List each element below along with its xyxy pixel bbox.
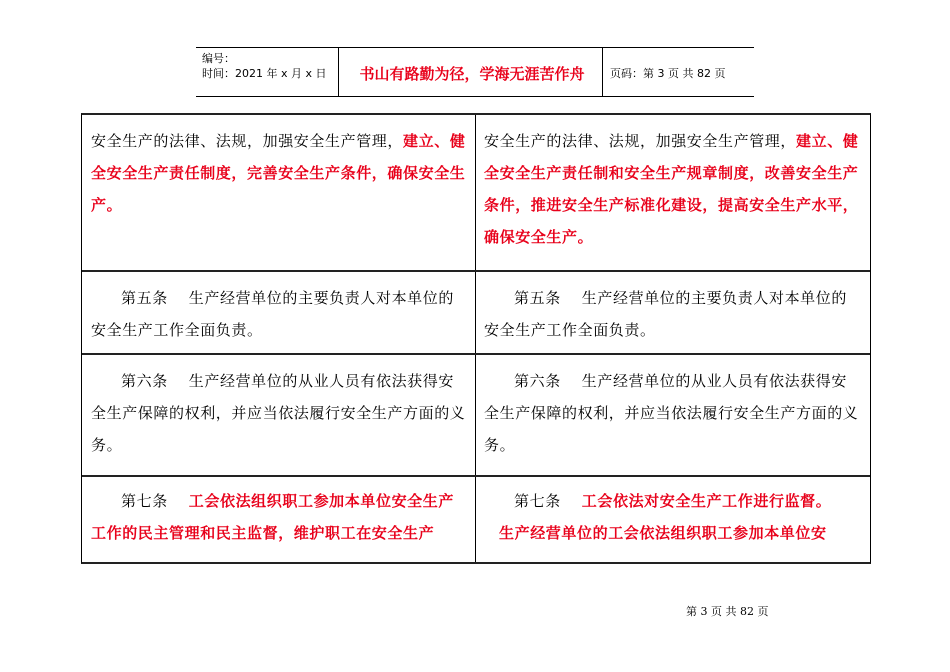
page-footer: 第 3 页 共 82 页	[686, 605, 769, 618]
page-header	[196, 47, 754, 97]
comparison-table	[81, 113, 871, 564]
left-cell	[91, 282, 466, 346]
article-number: 第五条	[514, 289, 561, 307]
left-plain-text: 安全生产的法律、法规，加强安全生产管理，	[91, 132, 404, 150]
left-cell	[91, 125, 466, 221]
article-number: 第六条	[514, 372, 561, 390]
header-motto: 书山有路勤为径，学海无涯苦作舟	[359, 65, 585, 83]
right-cell	[484, 485, 862, 549]
article-text: 生产经营单位的从业人员有依法获得安全生产保障的权利，并应当依法履行安全生产方面的义务。	[91, 372, 466, 454]
table-row	[82, 270, 870, 354]
header-divider	[602, 48, 603, 96]
article-number: 第七条	[514, 492, 561, 510]
right-cell	[484, 365, 862, 461]
article-number: 第五条	[121, 289, 168, 307]
article-number: 第六条	[121, 372, 168, 390]
article-text: 生产经营单位的主要负责人对本单位的安全生产工作全面负责。	[484, 289, 847, 339]
article-text: 工会依法对安全生产工作进行监督。	[581, 492, 832, 510]
table-row	[82, 115, 870, 270]
right-cell	[484, 282, 862, 346]
time-label: 时间：2021 年 x 月 x 日	[202, 67, 327, 80]
article-text: 生产经营单位的工会依法组织职工参加本单位安	[499, 524, 827, 542]
left-cell	[91, 365, 466, 461]
left-red-text: 建立、健全安全生产责任制度，完善安全生产条件，确保安全生产。	[91, 132, 466, 214]
right-red-text: 建立、健全安全生产责任制和安全生产规章制度，改善安全生产条件，推进安全生产标准化建设，提高安全生产水平，确保安全生产。	[484, 132, 859, 246]
table-row	[82, 353, 870, 475]
right-cell	[484, 125, 862, 253]
number-label: 编号：	[202, 52, 235, 65]
article-text: 工会依法组织职工参加本单位安全生产工作的民主管理和民主监督，维护职工在安全生产	[91, 492, 454, 542]
right-plain-text: 安全生产的法律、法规，加强安全生产管理，	[484, 132, 797, 150]
header-page-number: 页码：第 3 页 共 82 页	[610, 67, 726, 80]
header-divider	[338, 48, 339, 96]
article-text: 生产经营单位的从业人员有依法获得安全生产保障的权利，并应当依法履行安全生产方面的义务。	[484, 372, 859, 454]
left-cell	[91, 485, 466, 549]
header-meta	[202, 51, 327, 81]
article-text: 生产经营单位的主要负责人对本单位的安全生产工作全面负责。	[91, 289, 454, 339]
article-number: 第七条	[121, 492, 168, 510]
table-row	[82, 475, 870, 562]
